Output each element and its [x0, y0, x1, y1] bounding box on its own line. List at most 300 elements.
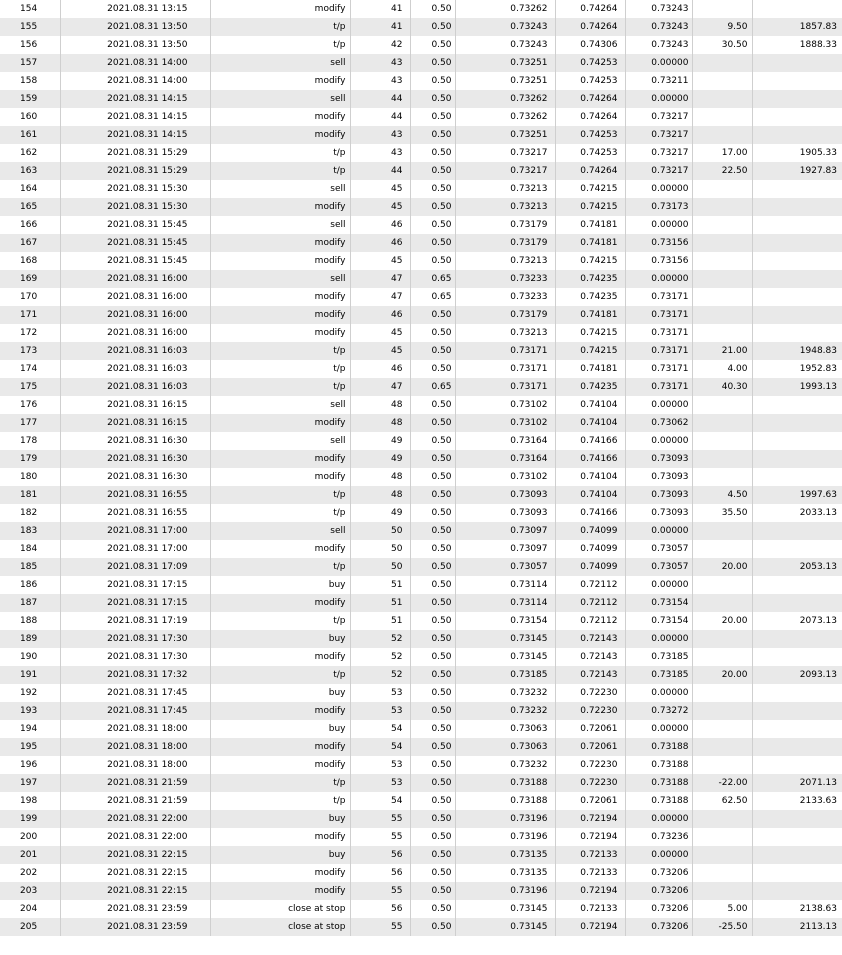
- lot-size-cell: 0.50: [410, 702, 455, 720]
- price-cell: 0.73135: [455, 846, 555, 864]
- take-profit-cell: 0.00000: [625, 720, 692, 738]
- table-row[interactable]: [0, 774, 842, 792]
- price-cell: 0.73093: [455, 486, 555, 504]
- deal-type-cell: t/p: [210, 486, 350, 504]
- table-row[interactable]: [0, 180, 842, 198]
- order-id-cell: 46: [350, 216, 410, 234]
- price-cell: 0.73145: [455, 648, 555, 666]
- deal-number-cell: 172: [20, 328, 38, 338]
- price-cell: 0.73251: [455, 72, 555, 90]
- profit-cell: 17.00: [692, 144, 752, 162]
- price-cell: 0.73097: [455, 522, 555, 540]
- deal-time-cell: 2021.08.31 15:30: [60, 180, 210, 198]
- lot-size-cell: 0.50: [410, 234, 455, 252]
- deal-number-cell: 158: [20, 76, 38, 86]
- table-row[interactable]: [0, 252, 842, 270]
- take-profit-cell: 0.00000: [625, 54, 692, 72]
- stop-loss-cell: 0.74181: [555, 216, 625, 234]
- table-row[interactable]: [0, 810, 842, 828]
- order-id-cell: 44: [350, 90, 410, 108]
- order-id-cell: 53: [350, 774, 410, 792]
- table-row[interactable]: [0, 756, 842, 774]
- deal-time-cell: 2021.08.31 15:45: [60, 234, 210, 252]
- balance-cell: [752, 576, 842, 594]
- price-cell: 0.73213: [455, 198, 555, 216]
- lot-size-cell: 0.50: [410, 0, 455, 18]
- stop-loss-cell: 0.74264: [555, 90, 625, 108]
- lot-size-cell: 0.50: [410, 810, 455, 828]
- deal-time-cell: 2021.08.31 16:03: [60, 342, 210, 360]
- take-profit-cell: 0.73093: [625, 468, 692, 486]
- price-cell: 0.73213: [455, 324, 555, 342]
- table-row[interactable]: [0, 684, 842, 702]
- price-cell: 0.73164: [455, 432, 555, 450]
- price-cell: 0.73179: [455, 216, 555, 234]
- deal-type-cell: t/p: [210, 18, 350, 36]
- deal-type-cell: modify: [210, 756, 350, 774]
- stop-loss-cell: 0.72194: [555, 828, 625, 846]
- lot-size-cell: 0.50: [410, 36, 455, 54]
- deal-time-cell: 2021.08.31 14:15: [60, 90, 210, 108]
- take-profit-cell: 0.73188: [625, 738, 692, 756]
- table-row[interactable]: [0, 324, 842, 342]
- deal-time-cell: 2021.08.31 17:15: [60, 594, 210, 612]
- stop-loss-cell: 0.72112: [555, 594, 625, 612]
- order-id-cell: 52: [350, 630, 410, 648]
- table-row[interactable]: [0, 198, 842, 216]
- table-row[interactable]: [0, 666, 842, 684]
- order-id-cell: 52: [350, 648, 410, 666]
- take-profit-cell: 0.73211: [625, 72, 692, 90]
- table-row[interactable]: [0, 918, 842, 936]
- price-cell: 0.73243: [455, 36, 555, 54]
- profit-cell: [692, 0, 752, 18]
- balance-cell: [752, 864, 842, 882]
- price-cell: 0.73232: [455, 702, 555, 720]
- lot-size-cell: 0.50: [410, 540, 455, 558]
- deal-number-cell: 155: [0, 18, 60, 36]
- balance-cell: [752, 270, 842, 288]
- table-row[interactable]: [0, 702, 842, 720]
- deal-type-cell: sell: [210, 396, 350, 414]
- take-profit-cell: 0.73243: [625, 36, 692, 54]
- order-id-cell: 51: [350, 594, 410, 612]
- profit-cell: [692, 108, 752, 126]
- stop-loss-cell: 0.74099: [555, 522, 625, 540]
- price-cell: 0.73185: [455, 666, 555, 684]
- table-row[interactable]: [0, 522, 842, 540]
- balance-cell: [752, 216, 842, 234]
- deal-type-cell: t/p: [210, 342, 350, 360]
- take-profit-cell: 0.73206: [625, 882, 692, 900]
- deal-type-cell: t/p: [210, 36, 350, 54]
- deal-time-cell: 2021.08.31 15:45: [60, 216, 210, 234]
- stop-loss-cell: 0.72230: [555, 756, 625, 774]
- table-row[interactable]: [0, 846, 842, 864]
- price-cell: 0.73262: [455, 108, 555, 126]
- profit-cell: [692, 576, 752, 594]
- stop-loss-cell: 0.72230: [555, 774, 625, 792]
- deal-number-cell: 167: [0, 234, 60, 252]
- deal-number-cell: 161: [0, 126, 60, 144]
- stop-loss-cell: 0.74235: [555, 288, 625, 306]
- lot-size-cell: 0.50: [410, 720, 455, 738]
- table-row[interactable]: [0, 828, 842, 846]
- deal-type-cell: modify: [210, 540, 350, 558]
- price-cell: 0.73243: [455, 18, 555, 36]
- order-id-cell: 56: [350, 900, 410, 918]
- stop-loss-cell: 0.74215: [555, 180, 625, 198]
- balance-cell: [752, 630, 842, 648]
- table-row[interactable]: [0, 342, 842, 360]
- profit-cell: 9.50: [692, 18, 752, 36]
- price-cell: 0.73213: [455, 252, 555, 270]
- take-profit-cell: 0.73093: [625, 486, 692, 504]
- balance-cell: [752, 846, 842, 864]
- table-row[interactable]: [0, 72, 842, 90]
- deal-type-cell: t/p: [210, 504, 350, 522]
- table-row[interactable]: [0, 864, 842, 882]
- price-cell: 0.73154: [455, 612, 555, 630]
- price-cell: 0.73171: [455, 360, 555, 378]
- take-profit-cell: 0.00000: [625, 846, 692, 864]
- price-cell: 0.73233: [455, 270, 555, 288]
- take-profit-cell: 0.73093: [625, 504, 692, 522]
- stop-loss-cell: 0.72133: [555, 900, 625, 918]
- balance-cell: [752, 702, 842, 720]
- deal-number-cell: 169: [0, 270, 60, 288]
- price-cell: 0.73179: [455, 306, 555, 324]
- balance-cell: [752, 540, 842, 558]
- lot-size-cell: 0.50: [410, 342, 455, 360]
- take-profit-cell: 0.73057: [625, 540, 692, 558]
- deal-number-cell: 164: [20, 184, 38, 194]
- balance-cell: [752, 684, 842, 702]
- table-row[interactable]: [0, 162, 842, 180]
- table-row[interactable]: [0, 0, 842, 18]
- price-cell: 0.73057: [455, 558, 555, 576]
- table-row[interactable]: [0, 270, 842, 288]
- table-row[interactable]: [0, 882, 842, 900]
- deal-number-cell: 189: [0, 630, 60, 648]
- deal-number-cell: 179: [0, 450, 60, 468]
- deal-type-cell: buy: [210, 684, 350, 702]
- profit-cell: [692, 270, 752, 288]
- stop-loss-cell: 0.74215: [555, 252, 625, 270]
- deal-time-cell: 2021.08.31 22:15: [60, 846, 210, 864]
- price-cell: 0.73093: [455, 504, 555, 522]
- table-row[interactable]: [0, 792, 842, 810]
- profit-cell: 20.00: [692, 612, 752, 630]
- table-row[interactable]: [0, 414, 842, 432]
- balance-cell: 1948.83: [752, 342, 842, 360]
- take-profit-cell: 0.00000: [625, 432, 692, 450]
- take-profit-cell: 0.00000: [625, 90, 692, 108]
- price-cell: 0.73063: [455, 738, 555, 756]
- balance-cell: 1952.83: [752, 360, 842, 378]
- take-profit-cell: 0.73171: [625, 360, 692, 378]
- deal-type-cell: modify: [210, 108, 350, 126]
- take-profit-cell: 0.73156: [625, 234, 692, 252]
- table-row[interactable]: [0, 306, 842, 324]
- deal-type-cell: sell: [210, 216, 350, 234]
- deal-time-cell: 2021.08.31 22:00: [60, 810, 210, 828]
- lot-size-cell: 0.65: [410, 378, 455, 396]
- deal-type-cell: buy: [210, 576, 350, 594]
- table-row[interactable]: [0, 144, 842, 162]
- profit-cell: [692, 90, 752, 108]
- deal-number-cell: 196: [20, 760, 38, 770]
- take-profit-cell: 0.73188: [625, 756, 692, 774]
- order-id-cell: 48: [350, 414, 410, 432]
- table-row[interactable]: [0, 594, 842, 612]
- deal-time-cell: 2021.08.31 17:45: [60, 684, 210, 702]
- table-row[interactable]: [0, 612, 842, 630]
- balance-cell: 1997.63: [752, 486, 842, 504]
- stop-loss-cell: 0.74264: [555, 0, 625, 18]
- deal-time-cell: 2021.08.31 17:09: [60, 558, 210, 576]
- table-row[interactable]: [0, 504, 842, 522]
- take-profit-cell: 0.73171: [625, 378, 692, 396]
- table-row[interactable]: [0, 234, 842, 252]
- take-profit-cell: 0.73057: [625, 558, 692, 576]
- lot-size-cell: 0.50: [410, 144, 455, 162]
- balance-cell: [752, 432, 842, 450]
- deal-number-cell: 193: [0, 702, 60, 720]
- deal-number-cell: 202: [20, 868, 38, 878]
- table-row[interactable]: [0, 648, 842, 666]
- profit-cell: 30.50: [692, 36, 752, 54]
- deal-number-cell: 174: [20, 364, 38, 374]
- deal-number-cell: 171: [0, 306, 60, 324]
- profit-cell: 22.50: [692, 162, 752, 180]
- lot-size-cell: 0.50: [410, 54, 455, 72]
- balance-cell: [752, 252, 842, 270]
- deal-type-cell: t/p: [210, 162, 350, 180]
- balance-cell: 2053.13: [752, 558, 842, 576]
- profit-cell: 21.00: [692, 342, 752, 360]
- stop-loss-cell: 0.72230: [555, 702, 625, 720]
- profit-cell: 40.30: [692, 378, 752, 396]
- table-row[interactable]: [0, 630, 842, 648]
- order-id-cell: 48: [350, 396, 410, 414]
- order-id-cell: 54: [350, 720, 410, 738]
- balance-cell: [752, 324, 842, 342]
- table-row[interactable]: [0, 360, 842, 378]
- deal-time-cell: 2021.08.31 21:59: [60, 774, 210, 792]
- lot-size-cell: 0.50: [410, 630, 455, 648]
- price-cell: 0.73196: [455, 810, 555, 828]
- lot-size-cell: 0.50: [410, 324, 455, 342]
- deal-time-cell: 2021.08.31 16:15: [60, 396, 210, 414]
- take-profit-cell: 0.00000: [625, 270, 692, 288]
- price-cell: 0.73145: [455, 918, 555, 936]
- order-id-cell: 48: [350, 486, 410, 504]
- take-profit-cell: 0.73171: [625, 324, 692, 342]
- deal-number-cell: 187: [0, 594, 60, 612]
- profit-cell: [692, 756, 752, 774]
- order-id-cell: 43: [350, 126, 410, 144]
- take-profit-cell: 0.00000: [625, 810, 692, 828]
- balance-cell: [752, 54, 842, 72]
- deal-type-cell: t/p: [210, 666, 350, 684]
- balance-cell: [752, 90, 842, 108]
- stop-loss-cell: 0.72112: [555, 576, 625, 594]
- deal-number-cell: 156: [20, 40, 38, 50]
- deal-type-cell: modify: [210, 288, 350, 306]
- deal-type-cell: close at stop: [210, 900, 350, 918]
- stop-loss-cell: 0.72143: [555, 630, 625, 648]
- profit-cell: [692, 324, 752, 342]
- table-row[interactable]: [0, 486, 842, 504]
- price-cell: 0.73063: [455, 720, 555, 738]
- order-id-cell: 49: [350, 432, 410, 450]
- order-id-cell: 51: [350, 612, 410, 630]
- deal-number-cell: 200: [20, 832, 38, 842]
- order-id-cell: 50: [350, 558, 410, 576]
- price-cell: 0.73262: [455, 90, 555, 108]
- price-cell: 0.73188: [455, 774, 555, 792]
- table-row[interactable]: [0, 126, 842, 144]
- deal-time-cell: 2021.08.31 16:00: [60, 270, 210, 288]
- stop-loss-cell: 0.72230: [555, 684, 625, 702]
- table-row[interactable]: [0, 108, 842, 126]
- profit-cell: 20.00: [692, 558, 752, 576]
- balance-cell: [752, 234, 842, 252]
- lot-size-cell: 0.50: [410, 468, 455, 486]
- table-row[interactable]: [0, 450, 842, 468]
- lot-size-cell: 0.50: [410, 126, 455, 144]
- lot-size-cell: 0.50: [410, 648, 455, 666]
- deal-type-cell: t/p: [210, 360, 350, 378]
- order-id-cell: 47: [350, 288, 410, 306]
- table-row[interactable]: [0, 90, 842, 108]
- lot-size-cell: 0.50: [410, 198, 455, 216]
- deal-time-cell: 2021.08.31 14:00: [60, 54, 210, 72]
- deal-type-cell: modify: [210, 468, 350, 486]
- stop-loss-cell: 0.74264: [555, 18, 625, 36]
- table-row[interactable]: [0, 216, 842, 234]
- deal-number-cell: 168: [20, 256, 38, 266]
- deal-type-cell: sell: [210, 432, 350, 450]
- lot-size-cell: 0.50: [410, 396, 455, 414]
- table-row[interactable]: [0, 18, 842, 36]
- order-id-cell: 55: [350, 882, 410, 900]
- price-cell: 0.73232: [455, 756, 555, 774]
- deal-time-cell: 2021.08.31 13:15: [60, 0, 210, 18]
- deal-type-cell: modify: [210, 414, 350, 432]
- table-row[interactable]: [0, 468, 842, 486]
- take-profit-cell: 0.73171: [625, 306, 692, 324]
- table-row[interactable]: [0, 288, 842, 306]
- order-id-cell: 52: [350, 666, 410, 684]
- take-profit-cell: 0.73062: [625, 414, 692, 432]
- deal-time-cell: 2021.08.31 17:15: [60, 576, 210, 594]
- profit-cell: [692, 828, 752, 846]
- deal-number-cell: 160: [20, 112, 38, 122]
- deal-time-cell: 2021.08.31 13:50: [60, 18, 210, 36]
- stop-loss-cell: 0.74181: [555, 360, 625, 378]
- profit-cell: [692, 720, 752, 738]
- deal-number-cell: 191: [0, 666, 60, 684]
- stop-loss-cell: 0.74306: [555, 36, 625, 54]
- deal-number-cell: 186: [20, 580, 38, 590]
- table-row[interactable]: [0, 900, 842, 918]
- table-row[interactable]: [0, 576, 842, 594]
- take-profit-cell: 0.73272: [625, 702, 692, 720]
- balance-cell: [752, 108, 842, 126]
- table-row[interactable]: [0, 720, 842, 738]
- stop-loss-cell: 0.74181: [555, 306, 625, 324]
- table-row[interactable]: [0, 558, 842, 576]
- table-row[interactable]: [0, 378, 842, 396]
- lot-size-cell: 0.50: [410, 756, 455, 774]
- take-profit-cell: 0.73206: [625, 918, 692, 936]
- take-profit-cell: 0.73185: [625, 666, 692, 684]
- deal-type-cell: modify: [210, 738, 350, 756]
- deal-time-cell: 2021.08.31 16:00: [60, 288, 210, 306]
- take-profit-cell: 0.00000: [625, 630, 692, 648]
- profit-cell: [692, 864, 752, 882]
- table-row[interactable]: [0, 540, 842, 558]
- lot-size-cell: 0.50: [410, 504, 455, 522]
- deal-type-cell: modify: [210, 126, 350, 144]
- profit-cell: [692, 396, 752, 414]
- take-profit-cell: 0.73217: [625, 144, 692, 162]
- price-cell: 0.73171: [455, 342, 555, 360]
- stop-loss-cell: 0.74166: [555, 450, 625, 468]
- order-id-cell: 46: [350, 306, 410, 324]
- deal-type-cell: modify: [210, 864, 350, 882]
- order-id-cell: 45: [350, 324, 410, 342]
- take-profit-cell: 0.00000: [625, 522, 692, 540]
- stop-loss-cell: 0.74215: [555, 324, 625, 342]
- take-profit-cell: 0.73206: [625, 864, 692, 882]
- order-id-cell: 55: [350, 810, 410, 828]
- deal-time-cell: 2021.08.31 14:15: [60, 108, 210, 126]
- order-id-cell: 49: [350, 450, 410, 468]
- stop-loss-cell: 0.72061: [555, 738, 625, 756]
- lot-size-cell: 0.50: [410, 612, 455, 630]
- price-cell: 0.73145: [455, 630, 555, 648]
- lot-size-cell: 0.50: [410, 558, 455, 576]
- table-row[interactable]: [0, 396, 842, 414]
- balance-cell: [752, 810, 842, 828]
- profit-cell: 35.50: [692, 504, 752, 522]
- deal-type-cell: modify: [210, 882, 350, 900]
- balance-cell: 1905.33: [752, 144, 842, 162]
- price-cell: 0.73196: [455, 828, 555, 846]
- stop-loss-cell: 0.72061: [555, 720, 625, 738]
- deal-type-cell: modify: [210, 234, 350, 252]
- lot-size-cell: 0.50: [410, 486, 455, 504]
- table-row[interactable]: [0, 54, 842, 72]
- deal-time-cell: 2021.08.31 16:55: [60, 486, 210, 504]
- stop-loss-cell: 0.74235: [555, 378, 625, 396]
- profit-cell: [692, 648, 752, 666]
- lot-size-cell: 0.50: [410, 576, 455, 594]
- table-row[interactable]: [0, 738, 842, 756]
- table-row[interactable]: [0, 36, 842, 54]
- deal-time-cell: 2021.08.31 14:00: [60, 72, 210, 90]
- balance-cell: [752, 126, 842, 144]
- lot-size-cell: 0.50: [410, 774, 455, 792]
- balance-cell: [752, 288, 842, 306]
- deal-time-cell: 2021.08.31 13:50: [60, 36, 210, 54]
- profit-cell: [692, 180, 752, 198]
- table-row[interactable]: [0, 432, 842, 450]
- balance-cell: 2138.63: [752, 900, 842, 918]
